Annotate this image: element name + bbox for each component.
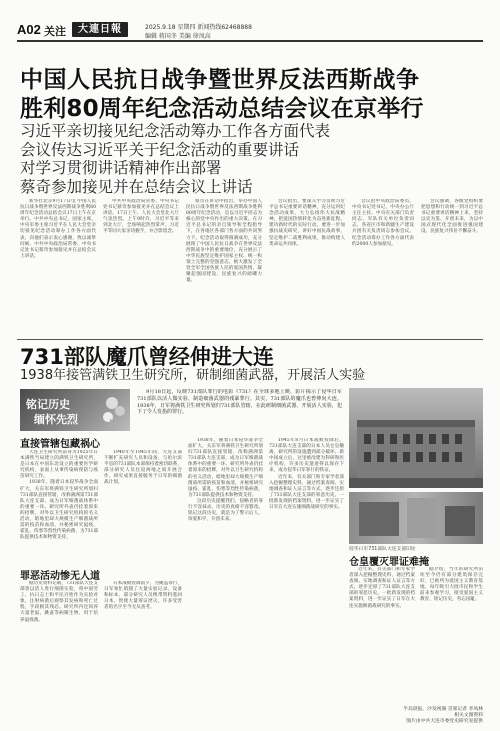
date-line: 2025.9.18 星期四 新闻热线62468888 [145, 24, 252, 31]
building-illustration [349, 388, 483, 488]
feature-paragraph: 1945年8月日本战败投降后，731部队大连支部的日本人员仓皇撤离，研究所的设施遭到部分破坏。新中国成立后，这里被改建为科研和医疗机构，许多历史遗迹得以保存下来，成为侵华日军罪行的铁证。 [269, 438, 344, 474]
source-text: 图片由中共大连市委党史研究室提供 [406, 719, 483, 724]
feature-paragraph: 近年来，有关部门和专家学者深入挖掘整理史料，通过档案查阅、实地调查和证人证言等方式，逐步还原了731部队大连支部的罪恶历史。一批新发现的档案资料，进一步证实了日军在大连实施细菌战研究的事实。 [349, 567, 415, 609]
feature-paragraph: 近年来，有关部门和专家学者深入挖掘整理史料，通过档案查阅、实地调查和证人证言等方式，逐步还原了731部队大连支部的罪恶历史。一批新发现的档案资料，进一步证实了日军在大连实施细菌战研究的事实。 [269, 474, 344, 511]
lead-paragraph: 新华社北京9月17日电 中国人民抗日战争暨世界反法西斯战争胜利80周年纪念活动总结会议17日上午在京举行。中共中央总书记、国家主席、中央军委主席习近平在人民大会堂亲切接见纪念活动筹办工作各方面代表，向他们表示衷心感谢，致以诚挚问候。中共中央政治局常委、中央书记处书记蔡奇参加接见并在总结会议上讲话。 [20, 199, 96, 259]
lead-column-6 [421, 199, 483, 334]
feature-right-column-2 [420, 567, 483, 707]
paper-name: 大連日報 [78, 24, 122, 35]
lead-column-1 [20, 199, 96, 334]
section-title: 直接管辖包藏祸心 [20, 439, 100, 450]
paper-logo [72, 22, 128, 37]
feature-intro [137, 389, 342, 431]
section-divider [17, 339, 483, 340]
feature-paragraph: 1940年至1945年间，大连支部不断扩充研究人员和设备，与哈尔滨平房的731部队本部保持着密切联系，部分研究人员往返两地之间开展合作，研究成果直接服务于日军的细菌战计划。 [104, 450, 182, 486]
mini-photo-caption: 侵华日军731部队大连支部旧址 [349, 547, 416, 552]
feature-headline: 731部队魔爪曾经伸进大连 [20, 345, 274, 369]
historical-building-photo [349, 388, 483, 488]
editor-line: 编辑 蒋国冬 美编 徐凤高 [145, 33, 211, 40]
lead-subheads [20, 122, 480, 196]
header-rule [17, 40, 483, 42]
feature-paragraph: 这段历史提醒我们，侵略者的罪行不容抹杀，历史的真相不容篡改。铭记这段历史，就是为了警示后人，珍爱和平、开创未来。 [188, 498, 263, 523]
lead-headline-1: 中国人民抗日战争暨世界反法西斯战争 [20, 67, 420, 93]
section-title-right: 仓皇覆灭罪证难掩 [349, 557, 429, 568]
byline-text: 半岛晨报、沙发视频 首席记者 李凤林 [403, 707, 483, 712]
feature-intro-text: 9月18日起，反映731部队罪行的电影《731》在全球多地上映，影片揭示了侵华日军731部队以活人做实验、制造细菌武器的残暴罪行。其实，731部队的魔爪也曾伸向大连。1938年，日军将满铁卫生研究所划归731部队管辖，在此研制细菌武器、开展活人实验，犯下了令人发指的罪行。 [137, 389, 342, 416]
feature-left-column-c [20, 581, 98, 721]
lead-subhead: 对学习贯彻讲话精神作出部署 [20, 159, 222, 177]
feature-paragraph: 1938年，随着日本侵华战争全面扩大，关东军将满铁卫生研究所划归731部队直接管辖，改称满洲第731部队大连支部，成为日军细菌战体系中的重要一环。研究所外表仍挂着原来的招牌，对外以卫生研究机构的名义活动，暗地里却大规模生产细菌战所需的疫苗和血清，并秘密研究鼠疫、霍乱、伤寒等烈性传染病菌，为731部队提供技术和物资支持。 [188, 438, 263, 498]
lead-paragraph: 会议由中央政治局委员、中央书记处书记、中央办公厅主任主持。中央有关部门负责同志、军队有关单位负责同志，各省区市和新疆生产建设兵团有关负责同志参加会议。纪念活动筹办工作各方面代表约2000人参加接见。 [352, 199, 414, 247]
lead-paragraph: 会议强调，各级党组织要把思想和行动统一到习近平总书记重要讲话精神上来，坚持以史为鉴、开创未来，为以中国式现代化全面推进强国建设、民族复兴伟业不懈奋斗。 [421, 199, 483, 235]
feature-right-column [349, 567, 415, 707]
banner-text-2: 缅怀先烈 [34, 413, 78, 426]
lead-paragraph: 蔡奇在讲话中指出，举办中国人民抗日战争暨世界反法西斯战争胜利80周年纪念活动，是以习近平同志为核心的党中央作出的重大决策。在习近平总书记的亲自领导和全程指导下，在各地区各部门各方面的共同努力下，纪念活动取得圆满成功，充分展现了中国人民抗日战争在世界反法西斯战争中的重要地位，充分展示了中华民族坚定维护国家主权、统一和领土完整的坚强意志，极大激发了全党全军全国各族人民的爱国热情，凝聚起强国建设、民族复兴的磅礴力量。 [186, 199, 262, 284]
feature-paragraph: 日本战败投降前夕，为掩盖罪行，日军匆忙销毁了大量实验记录、设备和标本，部分研究人员携带资料逃回日本，致使大量罪证湮灭，许多受害者的名字至今无从查考。 [104, 581, 182, 611]
feature-subhead: 1938年接管满铁卫生研究所，研制细菌武器，开展活人实验 [20, 368, 366, 383]
lead-column-2 [103, 199, 179, 334]
section-label: 关注 [44, 25, 66, 38]
archive-illustration [349, 492, 483, 544]
feature-byline [349, 707, 483, 725]
remember-history-banner [20, 389, 130, 431]
flower-icon [90, 389, 130, 431]
lead-paragraph: 中共中央政治局常委、中央书记处书记蔡奇参加接见并在总结会议上讲话。17日上午，人民大会堂北大厅气氛热烈。上午9时许，习近平等来到北大厅，全场响起热烈掌声。习近平等同大家亲切握手，并合影留念。 [103, 199, 179, 235]
feature-left-column-a [20, 450, 98, 560]
lead-subhead: 蔡奇参加接见并在总结会议上讲话 [20, 177, 253, 196]
lead-subhead: 会议传达习近平关于纪念活动的重要讲话 [20, 140, 300, 159]
feature-middle-column-1 [188, 438, 263, 721]
photo-credit-text: 相关文图资料 [454, 713, 483, 718]
feature-paragraph: 1938年，随着日本侵华战争全面扩大，关东军将满铁卫生研究所划归731部队直接管辖，改称满洲第731部队大连支部，成为日军细菌战体系中的重要一环。研究所外表仍挂着原来的招牌，对外以卫生研究机构的名义活动，暗地里却大规模生产细菌战所需的疫苗和血清，并秘密研究鼠疫、霍乱、伤寒等烈性传染病菌，为731部队提供技术和物资支持。 [20, 480, 98, 541]
banner-text-1: 铭记历史 [26, 398, 70, 411]
lead-column-3 [186, 199, 262, 334]
page-header [0, 0, 500, 44]
page-label: A02 [17, 22, 41, 37]
lead-column-4 [269, 199, 345, 334]
feature-paragraph: 据历史资料记载，731部队大连支部曾以活人进行细菌实验，将中国劳工、抗日志士和平民百姓作为实验对象，注射病菌后观察其发病和死亡过程，手段极其残忍。研究所内还饲养大量老鼠、跳蚤等病媒生物，用于培养鼠疫菌。 [20, 581, 98, 623]
lead-paragraph: 会议指出，要深入学习贯彻习近平总书记重要讲话精神，充分运用纪念活动成果，大力弘扬伟大抗战精神，把爱国热情转化为奋进新征程、建功新时代的实际行动。要进一步加强抗战史研究，讲好中国抗战故事，坚定维护二战胜利成果，推动构建人类命运共同体。 [269, 199, 345, 247]
feature-left-column-d [104, 581, 182, 721]
feature-paragraph: 大连卫生研究所前身为1925年日本满铁当局建立的满铁卫生研究所，是日本在中国东北设立的重要医学研究机构，表面上从事传染病预防与疫苗研究工作。 [20, 450, 98, 480]
feature-middle-column-2 [269, 438, 344, 721]
lead-column-5 [352, 199, 414, 334]
feature-left-column-b [104, 450, 182, 560]
lead-headline-2: 胜利80周年纪念活动总结会议在京举行 [20, 96, 424, 122]
lead-subhead: 习近平亲切接见纪念活动筹办工作各方面代表 [20, 122, 331, 140]
section-title: 罪恶活动惨无人道 [20, 571, 100, 582]
archive-photo [349, 492, 483, 544]
feature-paragraph: 据介绍，当年的研究所旧址至今仍有部分建筑保存完好，已被列为爱国主义教育基地，每年吸引大批市民和学生前来参观学习，接受爱国主义教育，铭记历史，勿忘国耻。 [420, 567, 483, 603]
